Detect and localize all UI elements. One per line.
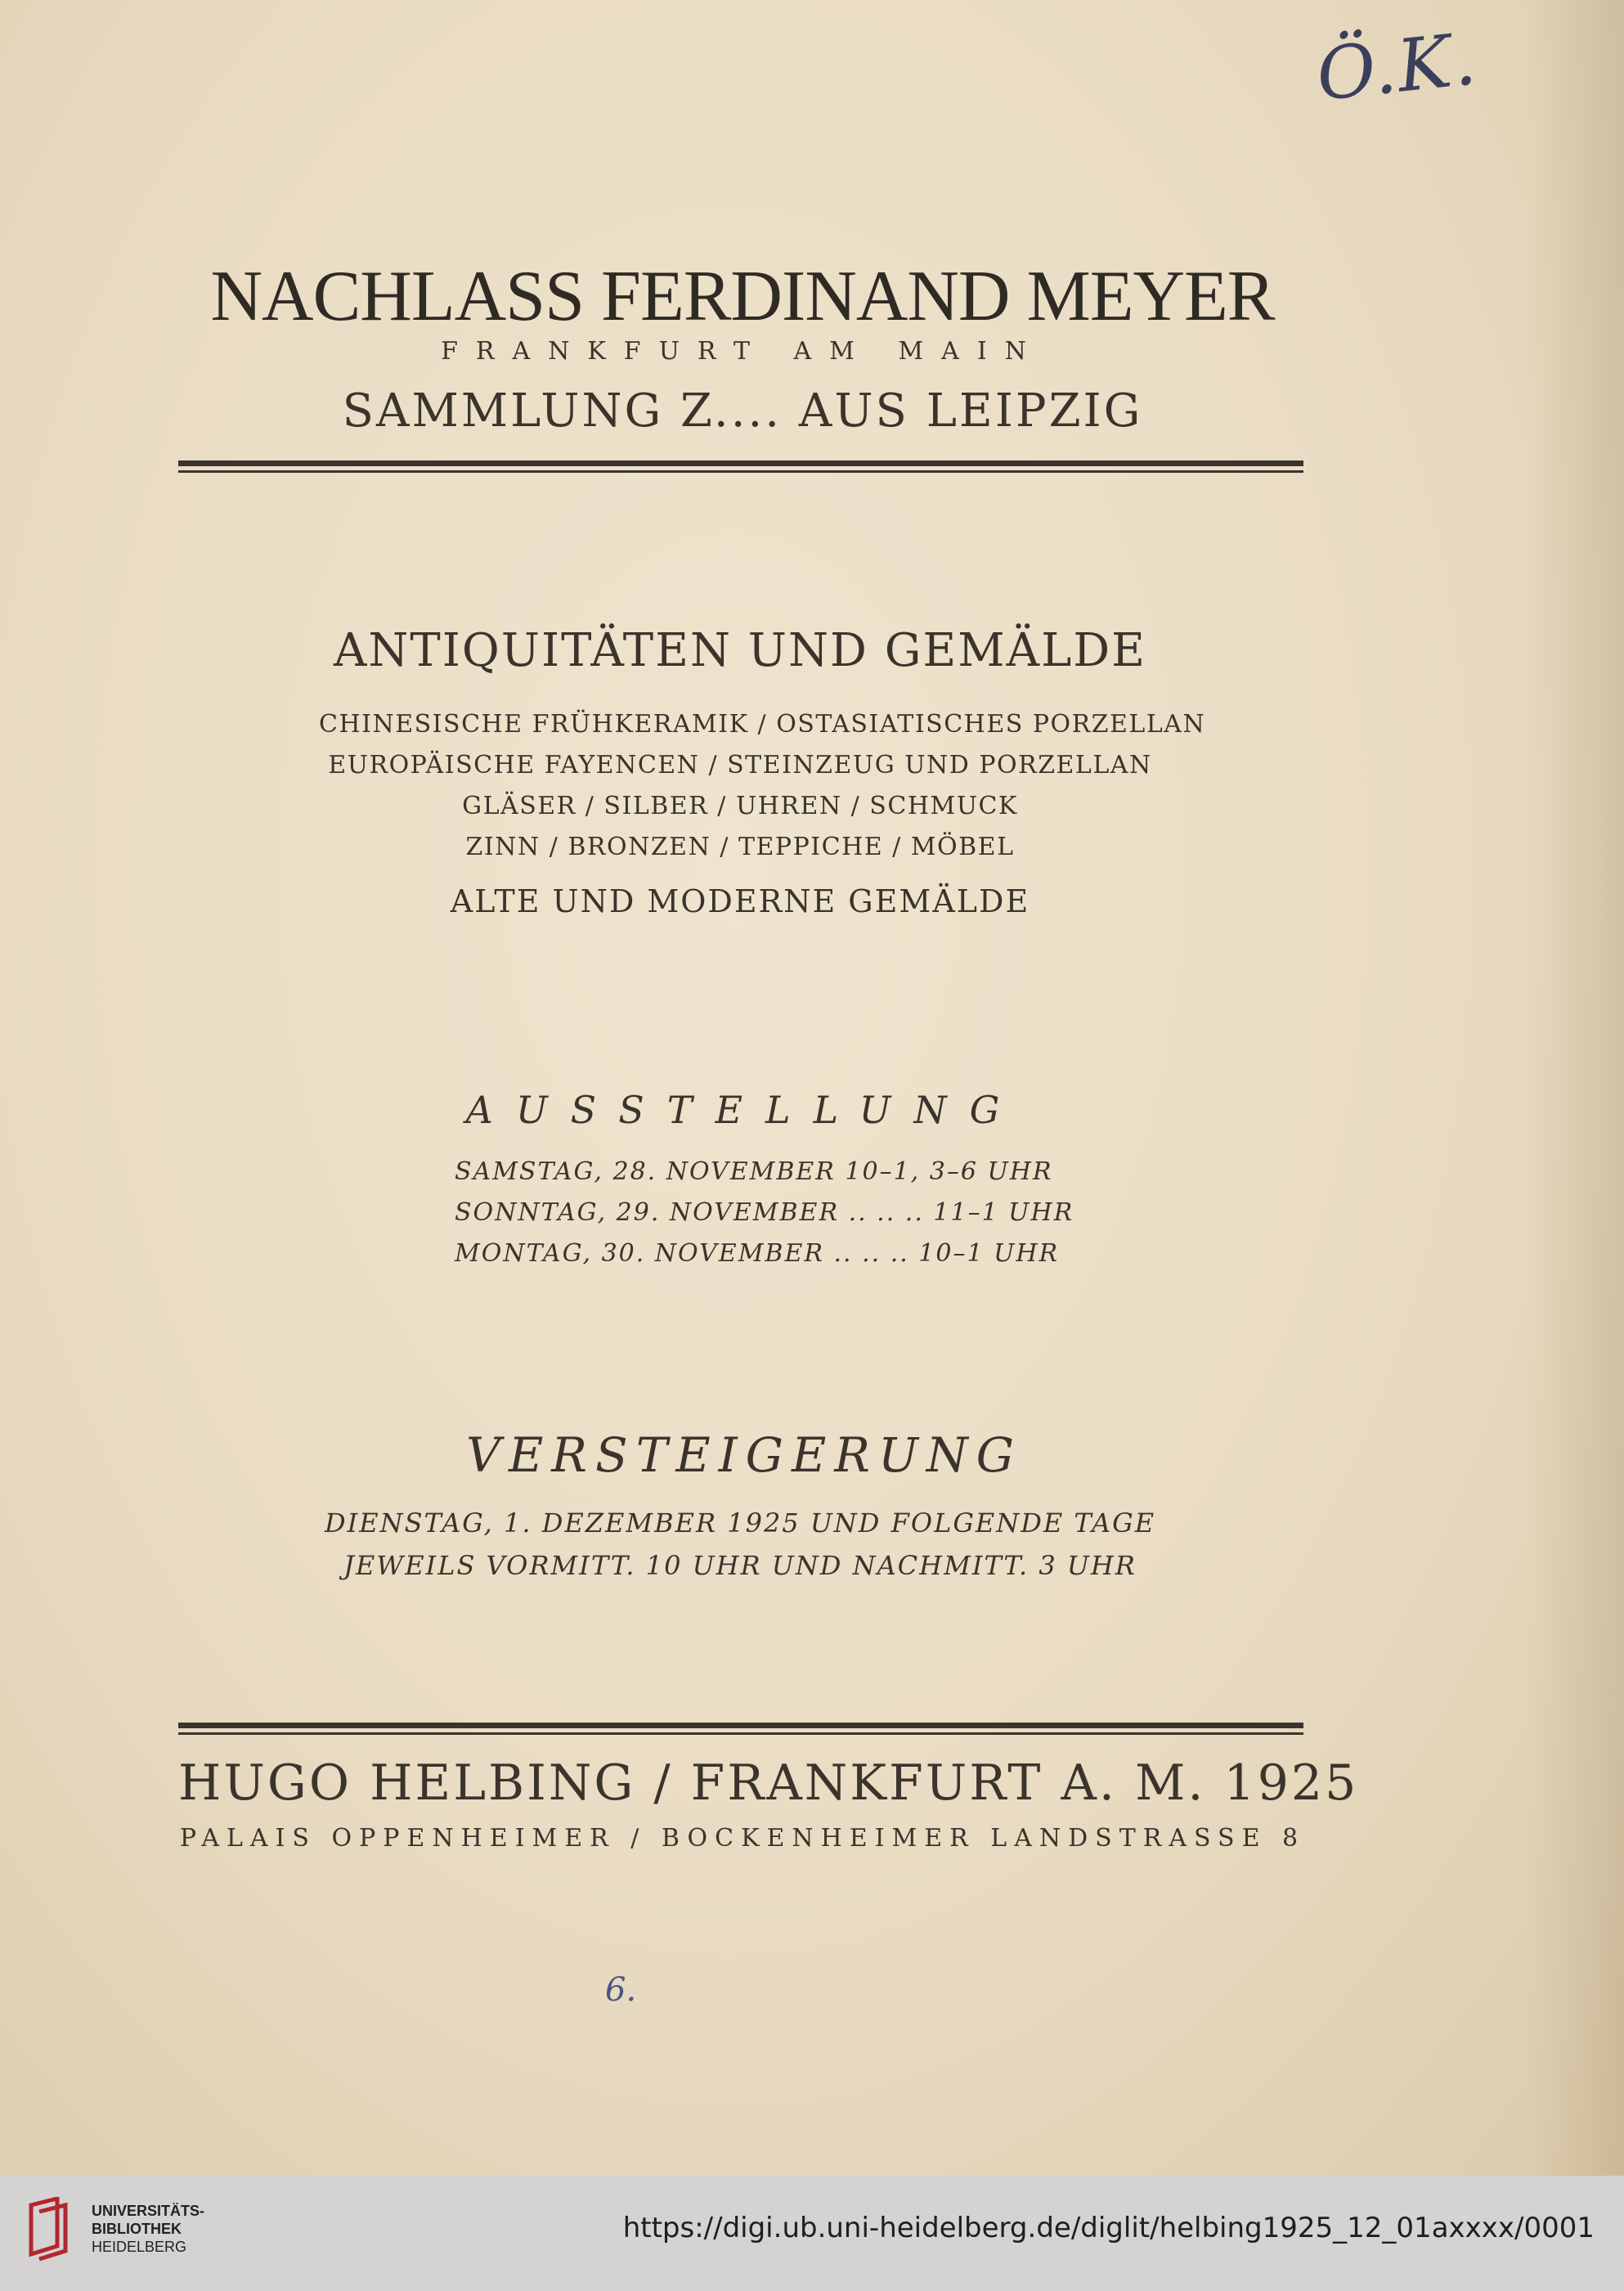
- auction-line: JEWEILS VORMITT. 10 UHR UND NACHMITT. 3 UHR: [343, 1550, 1137, 1581]
- exhibition-day: SAMSTAG, 28. NOVEMBER 10–1, 3–6 UHR: [455, 1157, 1053, 1186]
- page-edge-shadow: [1526, 0, 1624, 2176]
- handwritten-annotation: Ö.K.: [1312, 16, 1482, 117]
- library-logo-text: [92, 2202, 204, 2256]
- contents-line: GLÄSER / SILBER / UHREN / SCHMUCK: [462, 792, 1018, 820]
- exhibition-heading: AUSSTELLUNG: [465, 1088, 1023, 1132]
- contents-line: EUROPÄISCHE FAYENCEN / STEINZEUG UND PORZELLAN: [328, 751, 1152, 779]
- exhibition-day: SONNTAG, 29. NOVEMBER .. .. .. 11–1 UHR: [455, 1198, 1074, 1227]
- handwritten-number: 6.: [605, 1971, 637, 2009]
- auction-heading: VERSTEIGERUNG: [466, 1427, 1022, 1483]
- permalink-url[interactable]: https://digi.ub.uni-heidelberg.de/diglit/helbing1925_12_01axxxx/0001: [622, 2212, 1595, 2244]
- rule-thick-line: [178, 1723, 1303, 1728]
- catalogue-city: FRANKFURT AM MAIN: [441, 337, 1044, 366]
- auction-line: DIENSTAG, 1. DEZEMBER 1925 UND FOLGENDE TAGE: [324, 1507, 1156, 1539]
- rule-thin-line: [178, 470, 1303, 473]
- publisher-name: HUGO HELBING / FRANKFURT A. M. 1925: [178, 1754, 1359, 1812]
- rule-thin-line: [178, 1732, 1303, 1735]
- catalogue-title: NACHLASS FERDINAND MEYER: [210, 257, 1275, 336]
- collection-name: SAMMLUNG Z.... AUS LEIPZIG: [342, 384, 1143, 438]
- contents-heading: ANTIQUITÄTEN UND GEMÄLDE: [333, 624, 1147, 677]
- library-footer: [0, 2176, 1624, 2291]
- logo-line: UNIVERSITÄTS-: [92, 2203, 205, 2219]
- paintings-line: ALTE UND MODERNE GEMÄLDE: [450, 883, 1030, 919]
- library-logo[interactable]: [25, 2192, 205, 2274]
- library-logo-icon: [25, 2197, 82, 2262]
- publisher-address: PALAIS OPPENHEIMER / BOCKENHEIMER LANDSTRASSE 8: [179, 1824, 1306, 1853]
- contents-line: CHINESISCHE FRÜHKERAMIK / OSTASIATISCHES PORZELLAN: [319, 710, 1206, 739]
- contents-line: ZINN / BRONZEN / TEPPICHE / MÖBEL: [465, 833, 1015, 861]
- logo-line: HEIDELBERG: [92, 2239, 187, 2255]
- logo-line: BIBLIOTHEK: [92, 2221, 182, 2237]
- rule-thick-line: [178, 460, 1303, 466]
- exhibition-day: MONTAG, 30. NOVEMBER .. .. .. 10–1 UHR: [455, 1239, 1060, 1268]
